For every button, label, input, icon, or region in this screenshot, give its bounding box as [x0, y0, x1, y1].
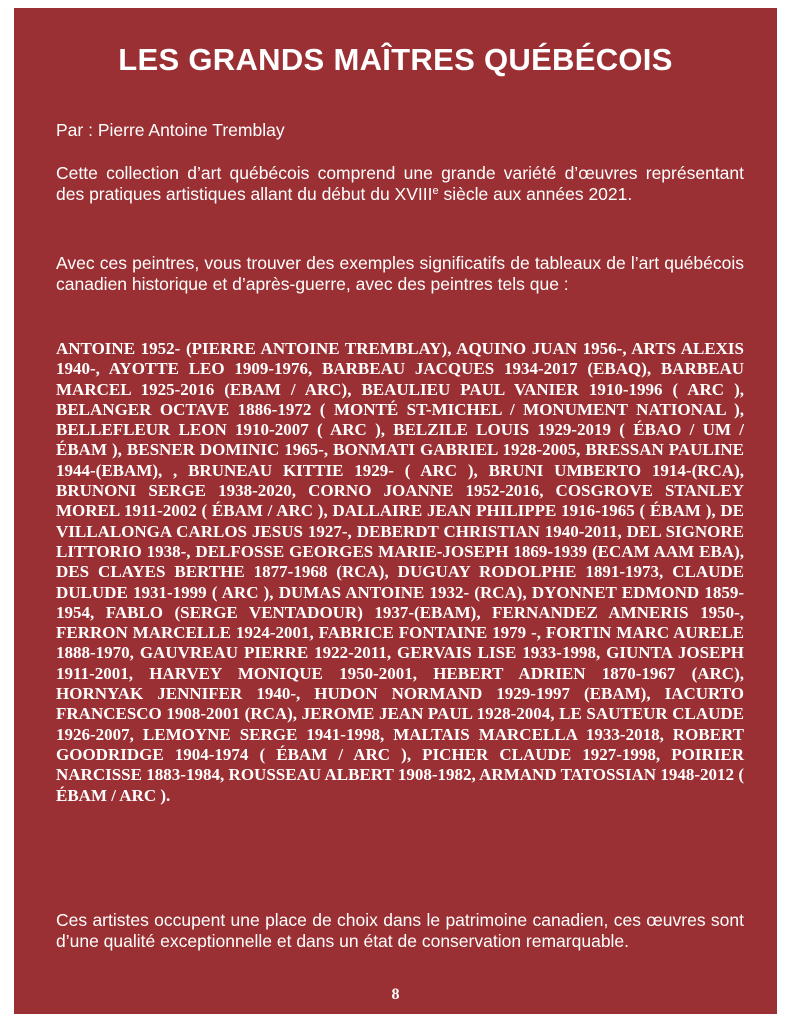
artists-list: ANTOINE 1952- (PIERRE ANTOINE TREMBLAY), AQUINO JUAN 1956-, ARTS ALEXIS 1940-, AYOTTE LEO 1909-1976, BARBEAU JACQUES 1934-2017 (EBAQ), BARBEAU MARCEL 1925-2016 (EBAM / ARC), BEAULIEU PAUL VANIER 1910-1996 ( ARC ), BELANGER OCTAVE 1886-1972 ( MONTÉ ST-MICHEL / MONUMENT NATIONAL ), BELLEFLEUR LEON 1910-2007 ( ARC ), BELZILE LOUIS 1929-2019 ( ÉBAO / UM / ÉBAM ), BESNER DOMINIC 1965-, BONMATI GABRIEL 1928-2005, BRESSAN PAULINE 1944-(EBAM), , BRUNEAU KITTIE 1929- ( ARC ), BRUNI UMBERTO 1914-(RCA), BRUNONI SERGE 1938-2020, CORNO JOANNE 1952-2016, COSGROVE STANLEY MOREL 1911-2002 ( ÉBAM / ARC ), DALLAIRE JEAN PHILIPPE 1916-1965 ( ÉBAM ), DE VILLALONGA CARLOS JESUS 1927-, DEBERDT CHRISTIAN 1940-2011, DEL SIGNORE LITTORIO 1938-, DELFOSSE GEORGES MARIE-JOSEPH 1869-1939 (ECAM AAM EBA), DES CLAYES BERTHE 1877-1968 (RCA), DUGUAY RODOLPHE 1891-1973, CLAUDE DULUDE 1931-1999 ( ARC ), DUMAS ANTOINE 1932- (RCA), DYONNET EDMOND 1859-1954, FABLO (SERGE VENTADOUR) 1937-(EBAM), FERNANDEZ AMNERIS 1950-, FERRON MARCELLE 1924-2001, FABRICE FONTAINE 1979 -, FORTIN MARC AURELE 1888-1970, GAUVREAU PIERRE 1922-2011, GERVAIS LISE 1933-1998, GIUNTA JOSEPH 1911-2001, HARVEY MONIQUE 1950-2001, HEBERT ADRIEN 1870-1967 (ARC), HORNYAK JENNIFER 1940-, HUDON NORMAND 1929-1997 (EBAM), IACURTO FRANCESCO 1908-2001 (RCA), JEROME JEAN PAUL 1928-2004, LE SAUTEUR CLAUDE 1926-2007, LEMOYNE SERGE 1941-1998, MALTAIS MARCELLA 1933-2018, ROBERT GOODRIDGE 1904-1974 ( ÉBAM / ARC ), PICHER CLAUDE 1927-1998, POIRIER NARCISSE 1883-1984, ROUSSEAU ALBERT 1908-1982, ARMAND TATOSSIAN 1948-2012 ( ÉBAM / ARC ). — [56, 339, 744, 805]
document-panel — [14, 8, 777, 1014]
intro-text-end: siècle aux années 2021. — [438, 184, 633, 204]
author-byline: Par : Pierre Antoine Tremblay — [56, 120, 285, 140]
intro-paragraph — [56, 163, 744, 205]
page-title: LES GRANDS MAÎTRES QUÉBÉCOIS — [118, 42, 673, 77]
century-superscript: e — [432, 185, 439, 197]
closing-paragraph: Ces artistes occupent une place de choix dans le patrimoine canadien, ces œuvres sont d’une qualité exceptionnelle et dans un état de conservation remarquable. — [56, 910, 744, 951]
painters-intro-paragraph: Avec ces peintres, vous trouver des exemples significatifs de tableaux de l’art québécois canadien historique et d’après-guerre, avec des peintres tels que : — [56, 253, 744, 294]
page-number: 8 — [391, 986, 400, 1003]
intro-text-start: Cette collection d’art québécois comprend une grande variété d’œuvres représentant des pratiques artistiques allant du début du XVIII — [56, 163, 744, 204]
